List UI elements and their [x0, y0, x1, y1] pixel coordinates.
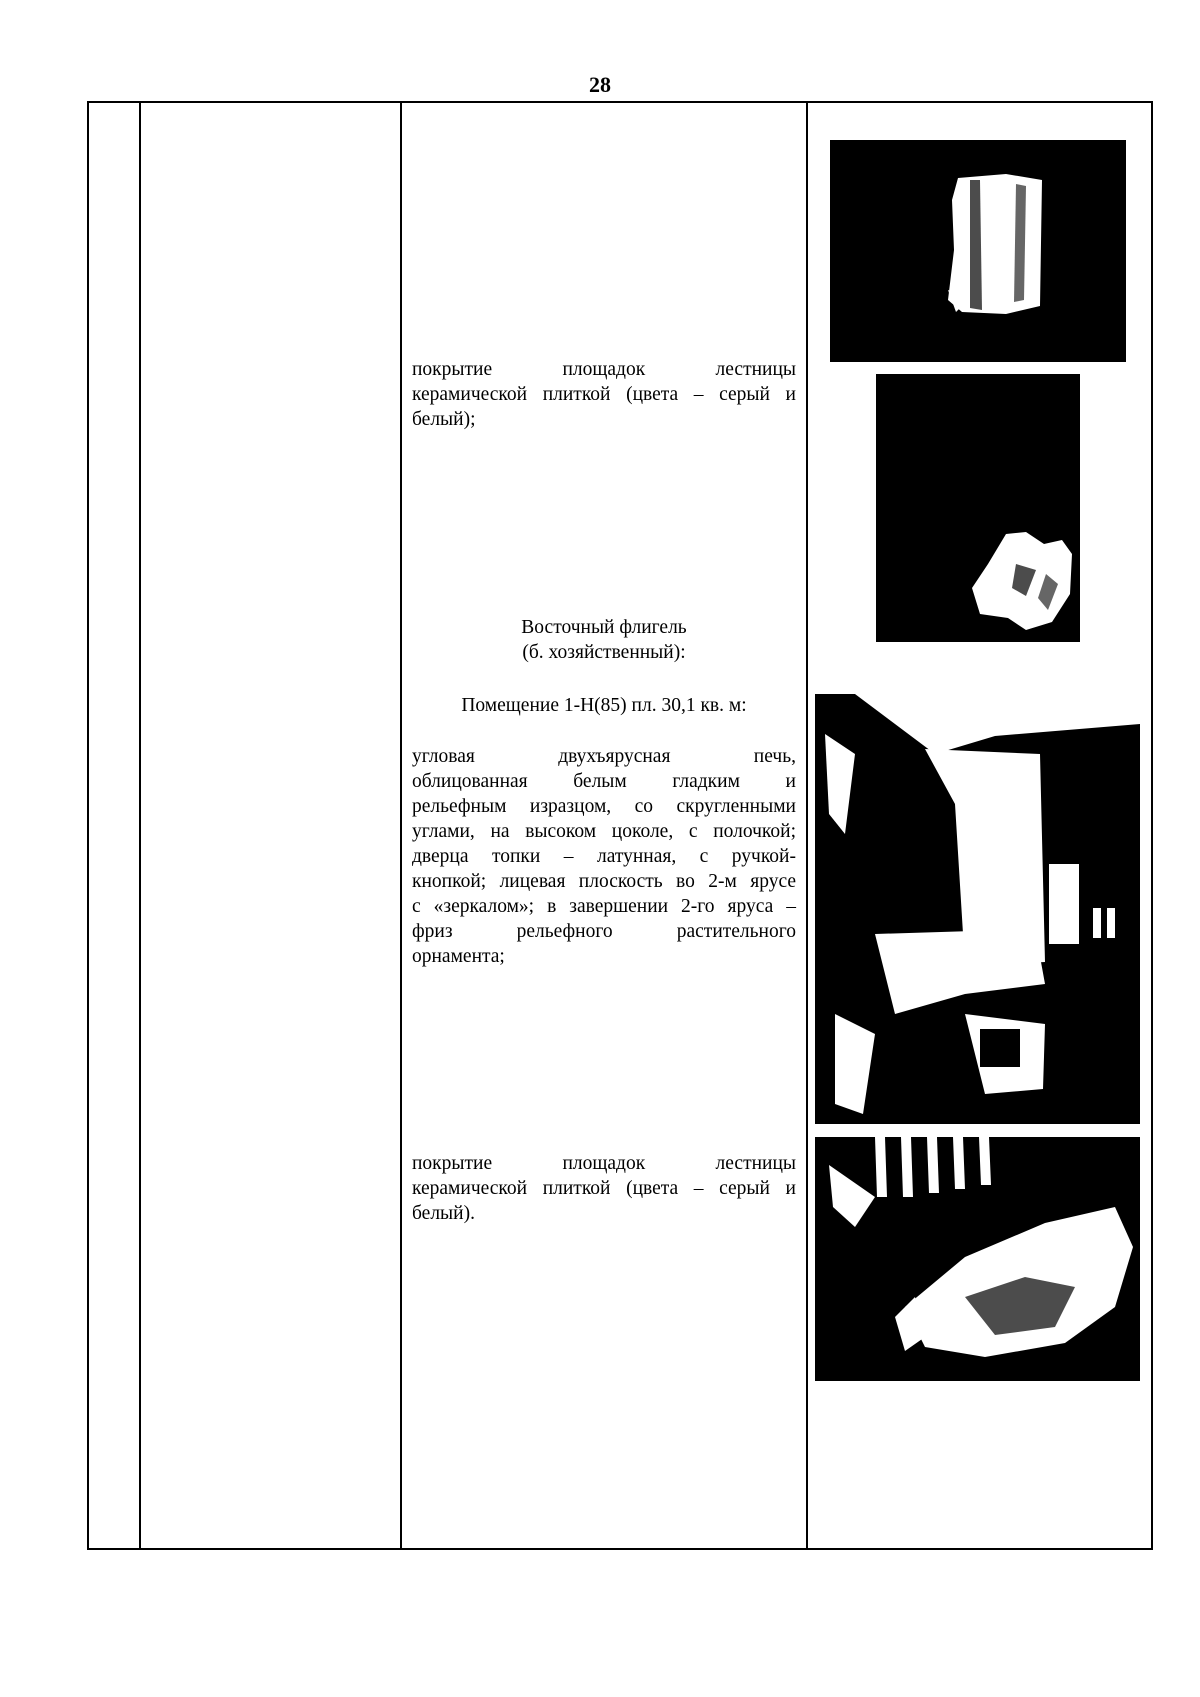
text-line: углами, на высоком цоколе, с полочкой; [412, 821, 796, 842]
photo-stair-tiles-top [830, 140, 1126, 362]
tiling-description-2 [412, 1151, 796, 1226]
text-line: белый); [412, 409, 476, 430]
stove-description [412, 744, 796, 969]
heading-line: Восточный флигель [521, 617, 687, 638]
photo-stairwell [876, 374, 1080, 642]
photo-stair-tiles-bottom [815, 1137, 1140, 1381]
section-heading [412, 615, 796, 665]
page-number: 28 [589, 72, 611, 97]
text-line: керамической плиткой (цвета – серый и [412, 1178, 796, 1199]
photo-tiled-stove [815, 694, 1140, 1124]
column-divider-3 [806, 103, 808, 1548]
text-line: с «зеркалом»; в завершении 2-го яруса – [412, 896, 796, 917]
text-line: керамической плиткой (цвета – серый и [412, 384, 796, 405]
column-divider-2 [400, 103, 402, 1548]
text-line: фриз рельефного растительного [412, 921, 796, 942]
text-line: угловая двухъярусная печь, [412, 746, 796, 767]
room-title: Помещение 1-Н(85) пл. 30,1 кв. м: [461, 695, 747, 716]
text-line: дверца топки – латунная, с ручкой- [412, 846, 796, 867]
text-line: покрытие площадок лестницы [412, 359, 796, 380]
text-line: белый). [412, 1203, 475, 1224]
column-divider-1 [139, 103, 141, 1548]
text-line: рельефным изразцом, со скругленными [412, 796, 796, 817]
text-line: облицованная белым гладким и [412, 771, 796, 792]
text-line: покрытие площадок лестницы [412, 1153, 796, 1174]
text-line: кнопкой; лицевая плоскость во 2-м ярусе [412, 871, 796, 892]
tiling-description-1 [412, 357, 796, 432]
heading-subline: (б. хозяйственный): [522, 642, 686, 663]
text-line: орнамента; [412, 946, 505, 967]
